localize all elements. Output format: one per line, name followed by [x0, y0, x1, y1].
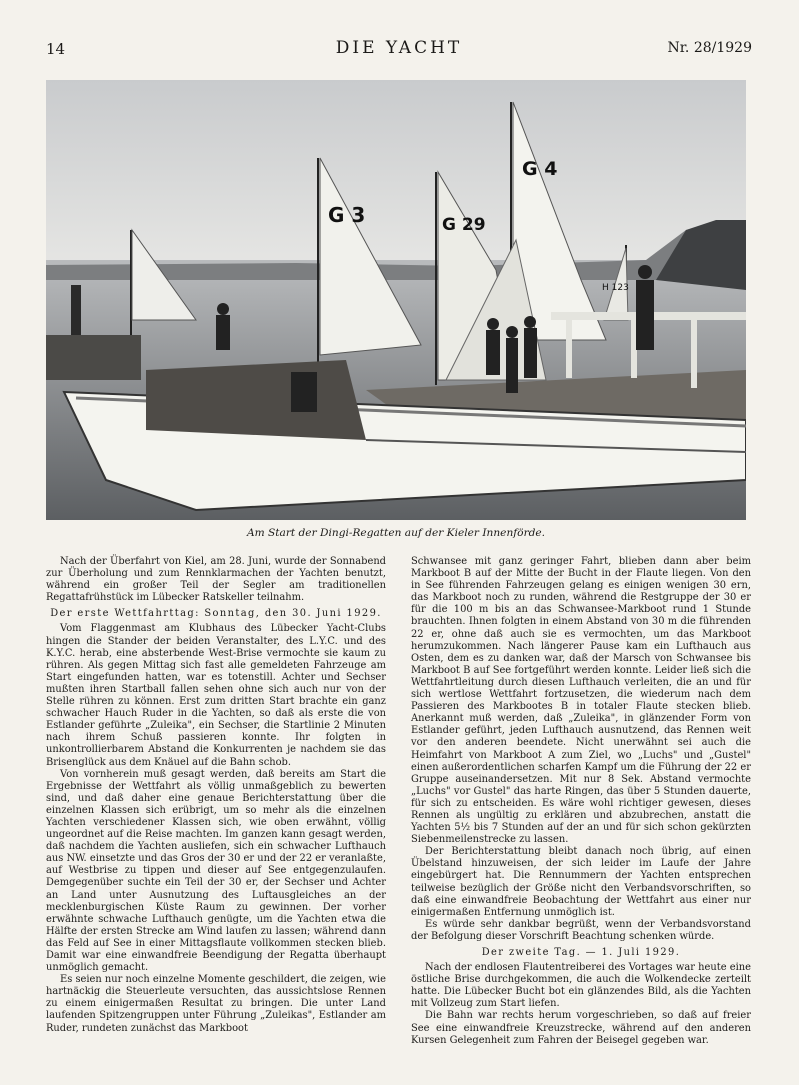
paragraph-intro: Nach der Überfahrt von Kiel, am 28. Juni, wurde der Sonnabend zur Überholung und zum Rennklarmachen der Yachten benutzt, während ein großer Teil der Segler am traditionellen Regattafrühstück im Lübecker Ratskeller teilnahm.	[46, 556, 386, 604]
photo-caption: Am Start der Dingi-Regatten auf der Kieler Innenförde.	[246, 527, 546, 539]
article-column-right	[411, 556, 751, 1047]
sail-number-h123: H 123	[602, 283, 629, 293]
article-column-left	[46, 556, 386, 1035]
sail-number-g29: G 29	[442, 215, 486, 235]
regatta-photo	[46, 80, 746, 520]
paragraph: Von vornherein muß gesagt werden, daß bereits am Start die Ergebnisse der Wettfahrt als völlig unmaßgeblich zu bewerten sind, und daß daher eine genaue Berichterstattung über die einzelnen Klassen sich erübrigt, um so mehr als die einzelnen Yachten verschiedener Klassen sich, wie oben erwähnt, völlig ungeordnet auf die Reise machten. Im ganzen kann gesagt werden, daß nachdem die Yachten ausliefen, sich ein schwacher Lufthauch aus NW. einsetzte und das Gros der 30 er und der 22 er veranlaßte, auf Westbrise zu tippen und dieser auf See entgegenzulaufen. Demgegenüber suchte ein Teil der 30 er, der Sechser und Achter an Land unter Ausnutzung des Luftausgleiches an der mecklenburgischen Küste Raum zu gewinnen. Der vorher erwähnte schwache Lufthauch genügte, um die Yachten etwa die Hälfte der ersten Strecke am Wind laufen zu lassen; während dann das Feld auf See in einer Mittagsflaute vollkommen stecken blieb. Damit war eine einwandfreie Beendigung der Regatta überhaupt unmöglich gemacht.	[46, 768, 386, 974]
left-boat	[46, 335, 141, 380]
paragraph: Schwansee mit ganz geringer Fahrt, blieben dann aber beim Markboot B auf der Mitte der Bucht in der Flaute liegen. Von den in See führenden Fahrzeugen gelang es einigen wenigen 30 ern, das Markboot noch zu runden, während die Restgruppe der 30 er für die 100 m bis an das Schwansee-Markboot rund 1 Stunde brauchten. Ihnen folgten in einem Abstand von 30 m die führenden 22 er, ohne daß auch sie es vermochten, um das Markboot herumzukommen. Nach längerer Pause kam ein Lufthauch aus Osten, dem es zu danken war, daß der Marsch von Schwansee bis Markboot B auf See fortgeführt werden konnte. Leider ließ sich die Wettfahrtleitung durch diesen Lufthauch verleiten, die an und für sich wertlose Wettfahrt fortzusetzen, die wiederum nach dem Passieren des Markbootes B in totaler Flaute stecken blieb. Anerkannt muß werden, daß „Zuleika", in glänzender Form von Estlander geführt, jeden Lufthauch ausnutzend, das Rennen weit vor den anderen beendete. Nicht unerwähnt sei auch die Heimfahrt von Markboot A zum Ziel, wo „Luchs" und „Gustel" einen außerordentlichen scharfen Kampf um die Führung der 22 er Gruppe auseinandersetzen. Mit nur 8 Sek. Abstand vermochte „Luchs" vor Gustel" das harte Ringen, das über 5 Stunden dauerte, für sich zu entscheiden. Es wäre wohl richtiger gewesen, dieses Rennen als ungültig zu erklären und abzubrechen, anstatt die Yachten 5½ bis 7 Stunden auf der an und für sich schon gekürzten Siebenmeilenstrecke zu lassen.	[411, 556, 751, 846]
heading-day-one: Der erste Wettfahrttag: Sonntag, den 30. Juni 1929.	[50, 608, 382, 620]
journal-title: DIE YACHT	[335, 38, 463, 58]
sky	[46, 80, 746, 270]
paragraph: Es würde sehr dankbar begrüßt, wenn der Verbandsvorstand der Befolgung dieser Vorschrift Beachtung schenken würde.	[411, 918, 751, 942]
paragraph: Die Bahn war rechts herum vorgeschrieben, so daß auf freier See eine einwandfreie Kreuzstrecke, während auf den anderen Kursen Gelegenheit zum Fahren der Beisegel gegeben war.	[411, 1010, 751, 1046]
paragraph: Der Berichterstattung bleibt danach noch übrig, auf einen Übelstand hinzuweisen, der sich leider im Laufe der Jahre eingebürgert hat. Die Rennummern der Yachten entsprechen teilweise bezüglich der Größe nicht den Verbandsvorschriften, so daß eine einwandfreie Beobachtung der Wettfahrt aus einer nur einigermaßen Entfernung unmöglich ist.	[411, 846, 751, 918]
paragraph: Vom Flaggenmast am Klubhaus des Lübecker Yacht-Clubs hingen die Stander der beiden Veranstalter, des L.Y.C. und des K.Y.C. herab, eine absterbende West-Brise vermochte sie kaum zu rühren. Als gegen Mittag sich fast alle gemeldeten Fahrzeuge am Start eingefunden hatten, war es totenstill. Achter und Sechser mußten ihren Startball fallen sehen ohne sich auch nur von der Stelle rühren zu können. Erst zum dritten Start brachte ein ganz schwacher Hauch Ruder in die Yachten, so daß als erste die von Estlander geführte „Zuleika", ein Sechser, die Startlinie 2 Minuten nach ihrem Schuß passieren konnte. Ihr folgten in unkontrollierbarem Abstand die Konkurrenten je nachdem sie das Brisenglück aus dem Knäuel auf die Bahn schob.	[46, 623, 386, 768]
motorboat-cabin	[146, 360, 366, 440]
heading-day-two: Der zweite Tag. — 1. Juli 1929.	[481, 947, 681, 958]
regatta-photo-drawing	[46, 80, 746, 520]
paragraph: Nach der endlosen Flautentreiberei des Vortages war heute eine östliche Brise durchgekommen, die auch die Wolkendecke zerteilt hatte. Die Lübecker Bucht bot ein glänzendes Bild, als die Yachten mit Vollzeug zum Start liefen.	[411, 962, 751, 1010]
sail-number-g3: G 3	[328, 203, 366, 227]
paragraph: Es seien nur noch einzelne Momente geschildert, die zeigen, wie hartnäckig die Steuerleute versuchten, das aussichtslose Rennen zu einem einigermaßen Resultat zu bringen. Die unter Land laufenden Spitzengruppen unter Führung „Zuleikas", Estlander am Ruder, rundeten zunächst das Markboot	[46, 974, 386, 1034]
page-number: 14	[46, 40, 66, 58]
page-header	[46, 40, 752, 66]
issue-number: Nr. 28/1929	[667, 40, 752, 56]
sail-number-g4: G 4	[522, 158, 558, 180]
